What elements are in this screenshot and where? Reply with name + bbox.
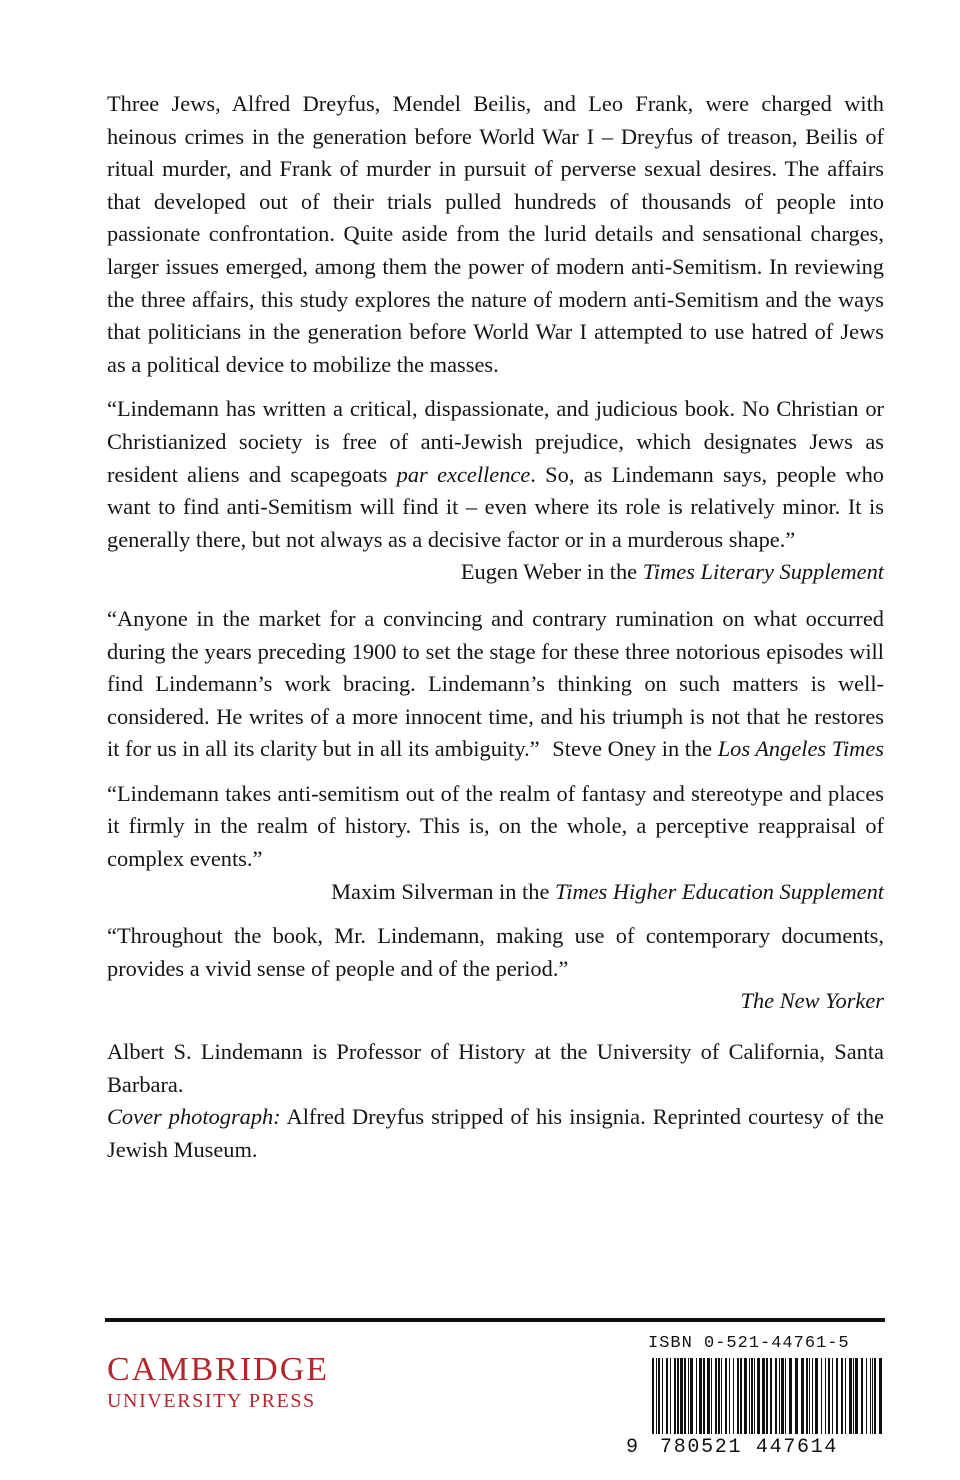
barcode-bar (718, 1358, 720, 1434)
review-quote (107, 603, 884, 766)
publication-name: Los Angeles Times (717, 736, 884, 762)
barcode-bar (733, 1358, 734, 1434)
barcode-bar (674, 1358, 676, 1434)
publisher-logo (107, 1352, 329, 1414)
publisher-name: CAMBRIDGE (107, 1351, 330, 1388)
barcode-bar (801, 1358, 804, 1434)
barcode-bar (870, 1358, 871, 1434)
barcode-bar (879, 1358, 882, 1434)
barcode-bar (855, 1358, 858, 1434)
barcode-bar (849, 1358, 852, 1434)
review-attribution (107, 556, 884, 589)
author-bio: Albert S. Lindemann is Professor of History at the University of California, Santa Barbara. (107, 1039, 884, 1097)
barcode-bar (874, 1358, 876, 1434)
barcode-bar (684, 1358, 686, 1434)
barcode-bar (775, 1358, 777, 1434)
publisher-subname: UNIVERSITY PRESS (107, 1390, 316, 1412)
reviewer-name: Eugen Weber in the (460, 559, 643, 585)
barcode-bar (721, 1358, 722, 1434)
review-quote-part: “Lindemann has written a critical, dispassionate, and judicious book. No Christian or Christianized society is free of anti-Jewish prejudice, which designates Jews as resident aliens and scapegoats (107, 396, 884, 487)
barcode-bar (872, 1358, 873, 1434)
reviewer-name: Maxim Silverman in the (331, 878, 556, 904)
barcode-bar (770, 1358, 772, 1434)
barcode-bar (779, 1358, 780, 1434)
barcode-bar (656, 1358, 657, 1434)
review-attribution (107, 985, 884, 1018)
back-cover-text (107, 88, 884, 1166)
barcode-bar (832, 1358, 833, 1434)
barcode-bar (703, 1358, 705, 1434)
review-attribution (552, 733, 884, 766)
barcode-bar (680, 1358, 683, 1434)
cover-credit-text: Alfred Dreyfus stripped of his insignia. Reprinted courtesy of the Jewish Museum. (107, 1104, 884, 1162)
review-quote-italic: par excellence (396, 461, 531, 487)
barcode-bar (662, 1358, 663, 1434)
barcode-bar (845, 1358, 846, 1434)
barcode-bar (806, 1358, 808, 1434)
review-attribution (107, 876, 884, 909)
barcode-bar (861, 1358, 863, 1434)
publication-name: The New Yorker (740, 988, 884, 1014)
isbn-label: ISBN 0-521-44761-5 (648, 1334, 850, 1353)
barcode-bar (658, 1358, 660, 1434)
barcode-bar (751, 1358, 753, 1434)
barcode-bar (766, 1358, 768, 1434)
publication-name: Times Literary Supplement (642, 559, 884, 585)
barcode-bar (740, 1358, 742, 1434)
barcode-bar (825, 1358, 826, 1434)
barcode-bar (666, 1358, 668, 1434)
barcode-bar (809, 1358, 810, 1434)
barcode-icon (650, 1358, 886, 1434)
barcode-bar (828, 1358, 830, 1434)
barcode-bar (677, 1358, 679, 1434)
barcode-bar (725, 1358, 727, 1434)
barcode-bar (696, 1358, 697, 1434)
barcode-bar (749, 1358, 750, 1434)
ean-digits: 780521 447614 (660, 1436, 839, 1459)
barcode-bar (744, 1358, 747, 1434)
barcode-bar (841, 1358, 843, 1434)
review-quote-part: . So, as Lindemann says, people who want to find anti-Semitism will find it – even where its role is relatively minor. It is generally there, but not always as a decisive factor or in a murderous shape.” (107, 461, 884, 552)
barcode-bar (699, 1358, 702, 1434)
ean-first-digit: 9 (626, 1436, 639, 1459)
cover-credit (107, 1101, 884, 1166)
review-block (107, 920, 884, 1018)
barcode-bar (754, 1358, 755, 1434)
divider-rule (105, 1318, 885, 1322)
barcode-bar (707, 1358, 710, 1434)
review-quote (107, 393, 884, 556)
barcode-graphic (650, 1358, 886, 1434)
barcode-bar (715, 1358, 717, 1434)
barcode-bar (815, 1358, 818, 1434)
review-quote: “Lindemann takes anti-semitism out of the realm of fantasy and stereotype and places it firmly in the realm of history. This is, on the whole, a perceptive reappraisal of complex events.” (107, 780, 884, 872)
book-description: Three Jews, Alfred Dreyfus, Mendel Beilis, and Leo Frank, were charged with heinous crimes in the generation before World War I – Dreyfus of treason, Beilis of ritual murder, and Frank of murder in pursuit of perverse sexual desires. The affairs that developed out of their trials pulled hundreds of thousands of people into passionate confrontation. Quite aside from the lurid details and sensational charges, larger issues emerged, among them the power of modern anti-Semitism. In reviewing the three affairs, this study explores the nature of modern anti-Semitism and the ways that politicians in the generation before World War I attempted to use hatred of Jews as a political device to mobilize the masses. (107, 91, 884, 377)
barcode-bar (711, 1358, 712, 1434)
barcode-bar (836, 1358, 838, 1434)
barcode-bar (866, 1358, 867, 1434)
barcode-bar (690, 1358, 693, 1434)
review-block (107, 393, 884, 589)
barcode-bar (652, 1358, 654, 1434)
barcode-bar (785, 1358, 786, 1434)
review-quote-text: “Anyone in the market for a convincing and contrary rumination on what occurred during the years preceding 1900 to set the stage for these three notorious episodes will find Lindemann’s work bracing. Lindemann’s thinking on such matters is well-considered. He writes of a more innocent time, and his triumph is not that he restores it for us in all its clarity but in all its ambiguity.” (107, 605, 884, 762)
review-block (107, 778, 884, 908)
barcode-bar (729, 1358, 730, 1434)
reviewer-name: Steve Oney in the (552, 736, 718, 762)
barcode-bar (781, 1358, 784, 1434)
review-quote: “Throughout the book, Mr. Lindemann, making use of contemporary documents, provides a vivid sense of people and of the period.” (107, 923, 884, 981)
barcode-bar (795, 1358, 798, 1434)
publication-name: Times Higher Education Supplement (555, 878, 884, 904)
barcode-bar (762, 1358, 765, 1434)
barcode-bar (821, 1358, 822, 1434)
barcode-bar (853, 1358, 854, 1434)
barcode-bar (789, 1358, 792, 1434)
review-block (107, 603, 884, 766)
barcode-bar (737, 1358, 739, 1434)
barcode-bar (670, 1358, 671, 1434)
barcode-bar (812, 1358, 813, 1434)
cover-credit-label: Cover photograph: (107, 1104, 281, 1130)
barcode-bar (688, 1358, 689, 1434)
barcode-bar (757, 1358, 760, 1434)
